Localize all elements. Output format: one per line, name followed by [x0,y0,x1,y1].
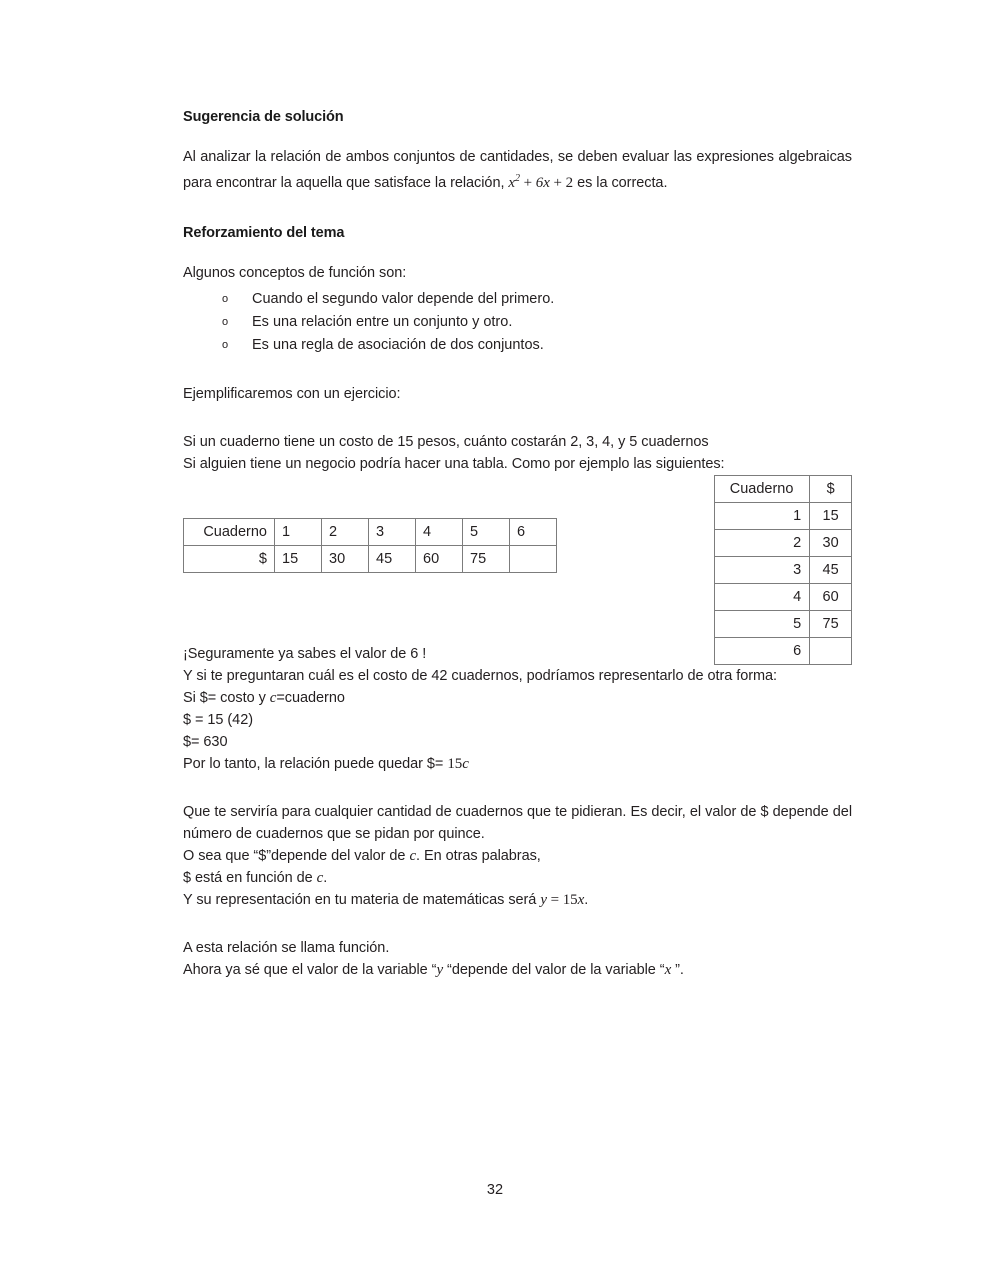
table-cell: 5 [463,518,510,545]
bullet-circle-icon: o [222,338,229,351]
table-cell: 30 [322,545,369,572]
spacer [183,127,852,146]
representacion-text-a: Y su representación en tu materia de matemáticas será [183,891,541,908]
spacer [183,357,852,383]
table-cell: 45 [369,545,416,572]
list-item-label: Cuando el segundo valor depende del primero. [252,290,555,307]
paragraph-representacion [183,889,852,911]
spacer [183,775,852,801]
paragraph-por-lo-tanto [183,753,852,775]
table-row [715,583,852,610]
concepts-list [183,288,852,357]
paragraph-sugerencia [183,146,852,194]
table-cell: 3 [369,518,416,545]
spacer [183,911,852,937]
list-item [183,311,852,334]
esta-funcion-text-a: $ está en función de [183,869,317,886]
spacer [183,194,852,224]
table-cuaderno-vertical [714,475,852,665]
coefficient-15: 15 [562,891,578,908]
variable-x: x [577,891,585,908]
paragraph-ecuacion-1: $ = 15 (42) [183,711,253,728]
paragraph-valor-de-6: ¡Seguramente ya sabes el valor de 6 ! [183,645,427,662]
variable-c: c [316,869,324,886]
table-cell: 2 [322,518,369,545]
paragraph-esta-en-funcion [183,867,852,889]
table-cell: 4 [715,583,810,610]
page-number: 32 [486,1182,504,1198]
table-row-label-precio: $ [184,545,275,572]
table-column-header-cuaderno: Cuaderno [715,475,810,502]
table-cell: 30 [810,529,852,556]
table-row [715,556,852,583]
table-cell [510,545,557,572]
paragraph-problema-linea-2: Si alguien tiene un negocio podría hacer una tabla. Como por ejemplo las siguientes: [183,455,725,472]
variable-y: y [436,961,444,978]
formula-term-6x: 6x [535,174,550,191]
table-cuaderno-horizontal [183,518,557,573]
heading-reforzamiento-del-tema: Reforzamiento del tema [183,224,345,241]
list-item-label: Es una regla de asociación de dos conjuntos. [252,336,544,353]
variable-c: c [269,689,277,706]
coefficient-15: 15 [447,755,463,772]
paragraph-sugerencia-text-after: es la correcta. [573,174,668,191]
variable-y: y [540,891,547,908]
paragraph-se-llama-funcion: A esta relación se llama función. [183,939,390,956]
formula-operator-2: + [549,174,566,191]
table-cell: 75 [810,610,852,637]
ahora-text-b: “depende del valor de la variable “ [443,961,665,978]
table-cell: 75 [463,545,510,572]
paragraph-problema-linea-1: Si un cuaderno tiene un costo de 15 pesos, cuánto costarán 2, 3, 4, y 5 cuadernos [183,433,709,450]
table-cell: 15 [810,502,852,529]
table-cell: 1 [275,518,322,545]
variable-c: c [409,847,417,864]
spacer [183,243,852,262]
table-header-row [715,475,852,502]
formula-exponent: 2 [515,172,520,184]
table-cell: 45 [810,556,852,583]
table-row [715,502,852,529]
paragraph-sugerencia-text-before: Al analizar la relación de ambos conjuntos de cantidades, se deben evaluar las expresiones algebraicas para encontrar la aquella que satisface la relación, [183,148,852,191]
table-row [715,529,852,556]
bullet-circle-icon: o [222,292,229,305]
table-row-label-cuaderno: Cuaderno [184,518,275,545]
table-cell: 6 [715,637,810,664]
formula-operator-1: + [519,174,536,191]
table-row [184,518,557,545]
formula-term-2: 2 [565,174,574,191]
table-cell [810,637,852,664]
table-row [715,610,852,637]
paragraph-que-te-serviria: Que te serviría para cualquier cantidad de cuadernos que te pidieran. Es decir, el valor de $ depende del número de cuadernos que se pidan por quince. [183,803,852,842]
ahora-text-c: ”. [671,961,684,978]
table-cell: 60 [810,583,852,610]
table-row [184,545,557,572]
paragraph-ahora-ya-se [183,959,852,981]
ahora-text-a: Ahora ya sé que el valor de la variable “ [183,961,437,978]
variable-x: x [664,961,672,978]
table-column-header-precio: $ [810,475,852,502]
table-cell: 3 [715,556,810,583]
list-item-label: Es una relación entre un conjunto y otro. [252,313,513,330]
paragraph-o-sea-que [183,845,852,867]
representacion-text-b: . [584,891,589,908]
paragraph-costo-42: Y si te preguntaran cuál es el costo de 42 cuadernos, podríamos representarlo de otra forma: [183,667,778,684]
list-item [183,334,852,357]
table-cell: 60 [416,545,463,572]
paragraph-conceptos-intro: Algunos conceptos de función son: [183,264,407,281]
table-cell: 15 [275,545,322,572]
paragraph-si-costo [183,687,852,709]
variable-c: c [462,755,469,772]
table-cell: 1 [715,502,810,529]
page-content [183,108,852,981]
formula-base: x [508,174,516,191]
table-cell: 6 [510,518,557,545]
paragraph-ejemplificaremos: Ejemplificaremos con un ejercicio: [183,385,401,402]
table-cell: 2 [715,529,810,556]
table-row [715,637,852,664]
formula-x-squared [508,172,520,191]
por-lo-tanto-text: Por lo tanto, la relación puede quedar $= [183,755,448,772]
o-sea-text-b: . En otras palabras, [416,847,541,864]
paragraph-ecuacion-2: $= 630 [183,733,228,750]
spacer [183,405,852,431]
si-costo-text-a: Si $= costo y [183,689,270,706]
equals-sign: = [546,891,563,908]
bullet-circle-icon: o [222,315,229,328]
o-sea-text-a: O sea que “$”depende del valor de [183,847,410,864]
heading-sugerencia-de-solucion: Sugerencia de solución [183,109,344,125]
esta-funcion-text-b: . [323,869,328,886]
si-costo-text-b: =cuaderno [276,689,345,706]
table-cell: 4 [416,518,463,545]
table-cell: 5 [715,610,810,637]
list-item [183,288,852,311]
